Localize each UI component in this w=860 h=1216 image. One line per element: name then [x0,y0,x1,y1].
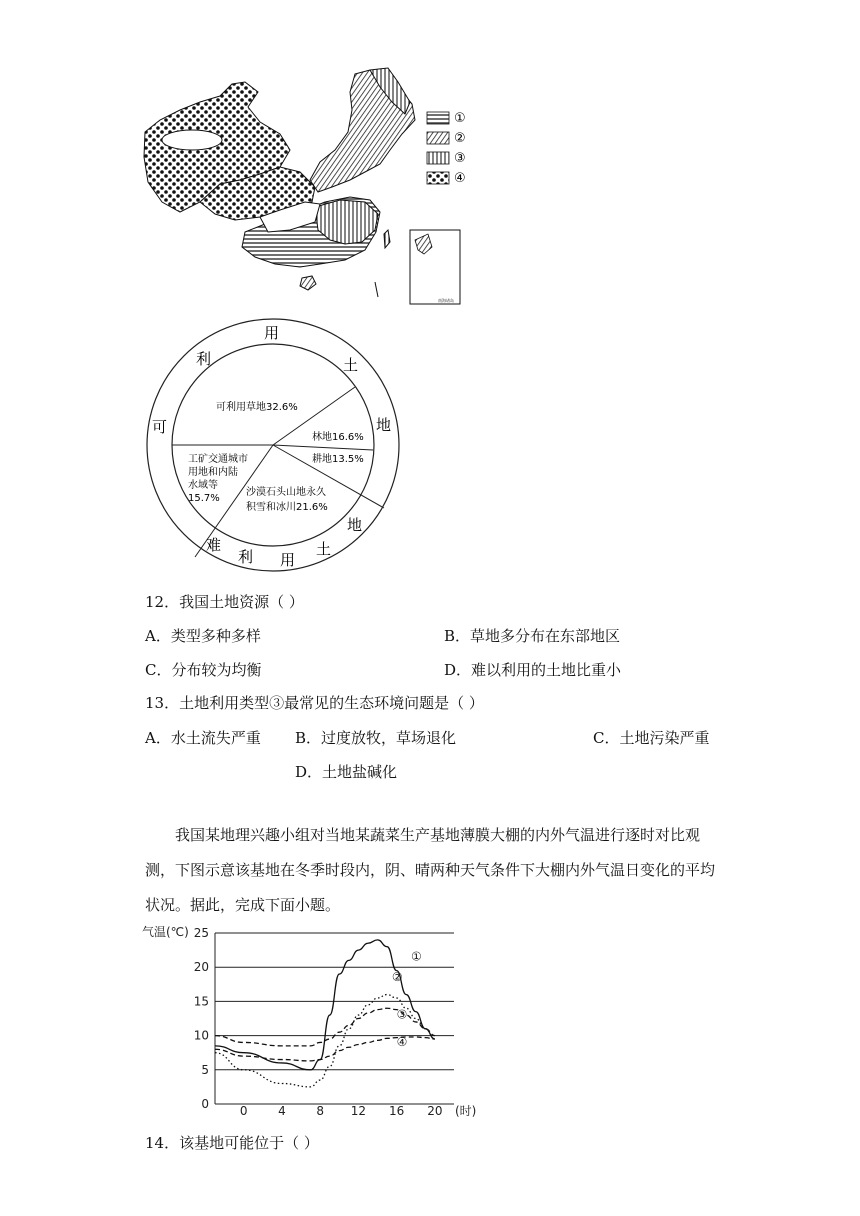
segment-label-urban-line2: 用地和内陆 [188,467,238,478]
legend-label-3: ③ [454,151,466,166]
q13-stem: 13．土地利用类型③最常见的生态环境问题是（ ） [145,694,484,712]
x-tick-label-12: 12 [350,1104,367,1118]
q12-stem: 12．我国土地资源（ ） [145,593,304,611]
segment-label-desert-line1: 沙漠石头山地永久 [246,487,326,498]
q12-option-b[interactable]: B．草地多分布在东部地区 [444,627,621,645]
china-land-use-map [140,62,480,312]
ring-char-top-li: 利 [196,350,212,368]
q13-option-b[interactable]: B．过度放牧，草场退化 [295,729,457,747]
x-tick-label-0: 0 [239,1104,248,1118]
ring-char-bottom-nan: 难 [206,536,222,554]
y-tick-label-25: 25 [193,926,209,940]
x-tick-label-8: 8 [316,1104,324,1118]
legend-label-2: ② [454,131,466,146]
segment-label-desert-line2: 积雪和冰川21.6% [246,502,328,513]
y-tick-label-10: 10 [193,1028,209,1043]
series-label-4: ④ [396,1034,408,1049]
series-label-3: ③ [396,1007,408,1022]
land-use-ring-chart [140,312,420,582]
divider-right [273,445,373,450]
passage-line-3: 状况。据此，完成下面小题。 [145,896,341,914]
segment-label-forest: 林地16.6% [312,432,364,443]
y-tick-label-20: 20 [193,960,209,975]
map-tarim-basin [162,130,222,150]
legend-swatch-1 [427,112,449,124]
segment-label-farmland: 耕地13.5% [312,454,364,465]
passage-line-1: 我国某地理兴趣小组对当地某蔬菜生产基地薄膜大棚的内外气温进行逐时对比观 [175,826,701,844]
segment-label-grassland: 可利用草地32.6% [216,402,298,413]
x-tick-label-20: 20 [427,1104,443,1118]
ring-char-left-ke: 可 [152,418,168,436]
x-tick-label-4: 4 [278,1104,286,1118]
y-tick-label-15: 15 [193,994,209,1009]
segment-label-urban-line3: 水域等 [188,480,218,491]
chart-x-axis-label: (时) [455,1104,477,1118]
ring-char-bottom-di: 地 [347,516,363,534]
legend-swatch-4 [427,172,449,184]
temperature-line-chart [140,922,485,1122]
q13-option-c[interactable]: C．土地污染严重 [593,729,710,747]
ring-char-top-yong: 用 [264,324,280,342]
ring-char-bottom-tu: 土 [316,540,332,558]
chart-labels [392,949,422,1049]
q12-option-a[interactable]: A．类型多种多样 [145,627,261,645]
q13-option-d[interactable]: D．土地盐碱化 [295,763,398,781]
ring-char-right-di: 地 [376,416,392,434]
map-hainan-island [300,276,316,290]
x-tick-label-16: 16 [388,1104,405,1118]
legend-swatch-3 [427,152,449,164]
segment-label-urban-line1: 工矿交通城市 [188,454,248,465]
legend-label-4: ④ [454,171,466,186]
q13-option-a[interactable]: A．水土流失严重 [145,729,261,747]
map-inset-caption: 南海诸岛 [438,298,454,303]
series-label-2: ② [391,969,403,984]
series-label-1: ① [410,949,422,964]
legend-swatch-2 [427,132,449,144]
passage-line-2: 测，下图示意该基地在冬季时段内，阴、晴两种天气条件下大棚内外气温日变化的平均 [145,861,716,879]
q12-option-d[interactable]: D．难以利用的土地比重小 [444,661,622,679]
legend-label-1: ① [454,111,466,126]
map-south-sea-dash [375,282,378,297]
segment-label-urban-line4: 15.7% [188,493,220,504]
chart-y-axis-label: 气温(℃) [142,925,189,939]
map-legend [427,111,466,186]
ring-char-bottom-li: 利 [238,548,254,566]
map-taiwan-island [384,230,390,248]
y-tick-label-5: 5 [201,1062,209,1077]
ring-char-bottom-yong: 用 [280,551,296,569]
ring-char-top-tu: 土 [343,356,359,374]
q14-stem: 14．该基地可能位于（ ） [145,1134,319,1152]
y-tick-label-0: 0 [201,1097,209,1111]
q12-option-c[interactable]: C．分布较为均衡 [145,661,262,679]
